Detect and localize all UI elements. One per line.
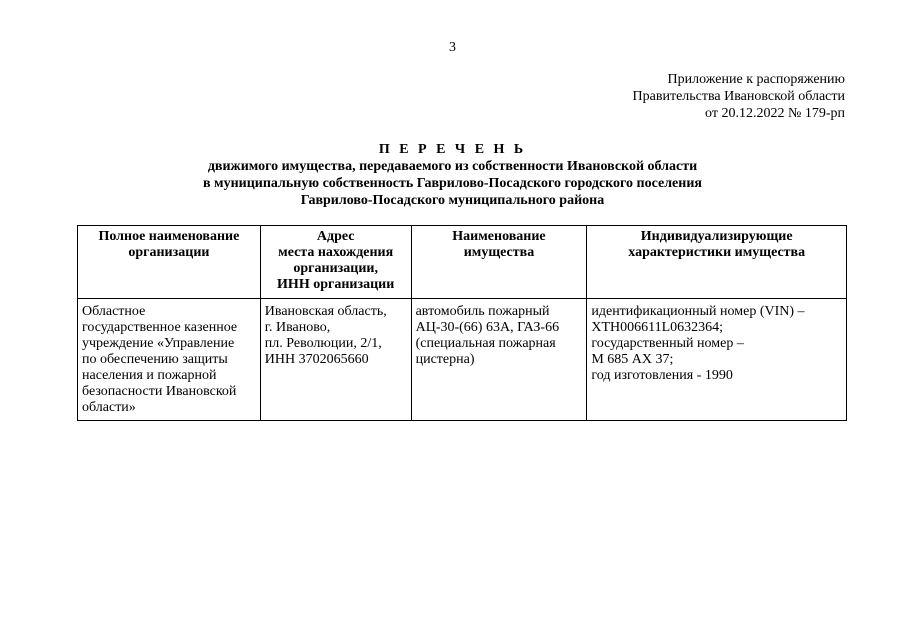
cell-line: Областное: [82, 304, 146, 319]
cell-line: XTH006611L0632364;: [591, 320, 724, 335]
header-item: [411, 226, 587, 299]
cell-line: цистерна): [415, 352, 475, 367]
cell-line: пл. Революции, 2/1,: [264, 336, 382, 351]
header-characteristics: [587, 226, 847, 299]
cell-line: г. Иваново,: [264, 320, 331, 335]
table-header-row: [78, 226, 847, 299]
page-number: 3: [449, 40, 456, 55]
cell-line: автомобиль пожарный: [415, 304, 550, 319]
cell-organization: [78, 299, 261, 421]
header-organization: [78, 226, 261, 299]
cell-line: по обеспечению защиты: [82, 352, 228, 367]
title-main: П Е Р Е Ч Е Н Ь: [378, 142, 527, 157]
header-address: [260, 226, 411, 299]
appendix-line: Правительства Ивановской области: [632, 89, 845, 104]
table-row: [78, 299, 847, 421]
cell-item: [411, 299, 587, 421]
cell-address: [260, 299, 411, 421]
header-line: ИНН организации: [277, 277, 395, 292]
header-line: Индивидуализирующие: [640, 229, 793, 244]
cell-line: ИНН 3702065660: [264, 352, 369, 367]
cell-line: АЦ-30-(66) 63А, ГАЗ-66: [415, 320, 560, 335]
property-table: [77, 225, 847, 421]
title-line: в муниципальную собственность Гаврилово-Посадского городского поселения: [203, 176, 702, 191]
appendix-line: от 20.12.2022 № 179-рп: [705, 106, 845, 121]
cell-line: государственное казенное: [82, 320, 238, 335]
header-line: места нахождения: [278, 245, 394, 260]
header-line: Адрес: [316, 229, 355, 244]
header-line: организации,: [293, 261, 378, 276]
cell-line: Ивановская область,: [264, 304, 387, 319]
cell-line: области»: [82, 400, 136, 415]
header-line: Полное наименование: [98, 229, 240, 244]
cell-line: населения и пожарной: [82, 368, 217, 383]
title-line: движимого имущества, передаваемого из собственности Ивановской области: [207, 159, 698, 174]
cell-line: М 685 АХ 37;: [591, 352, 674, 367]
cell-characteristics: [587, 299, 847, 421]
cell-line: учреждение «Управление: [82, 336, 235, 351]
document-title: [0, 141, 905, 209]
cell-line: год изготовления - 1990: [591, 368, 733, 383]
title-line: Гаврилово-Посадского муниципального района: [300, 193, 605, 208]
cell-line: (специальная пожарная: [415, 336, 556, 351]
appendix-note: [633, 71, 845, 122]
cell-line: безопасности Ивановской: [82, 384, 237, 399]
cell-line: идентификационный номер (VIN) –: [591, 304, 805, 319]
appendix-line: Приложение к распоряжению: [667, 72, 845, 87]
header-line: характеристики имущества: [628, 245, 806, 260]
header-line: Наименование: [452, 229, 546, 244]
cell-line: государственный номер –: [591, 336, 744, 351]
header-line: имущества: [463, 245, 535, 260]
header-line: организации: [128, 245, 210, 260]
